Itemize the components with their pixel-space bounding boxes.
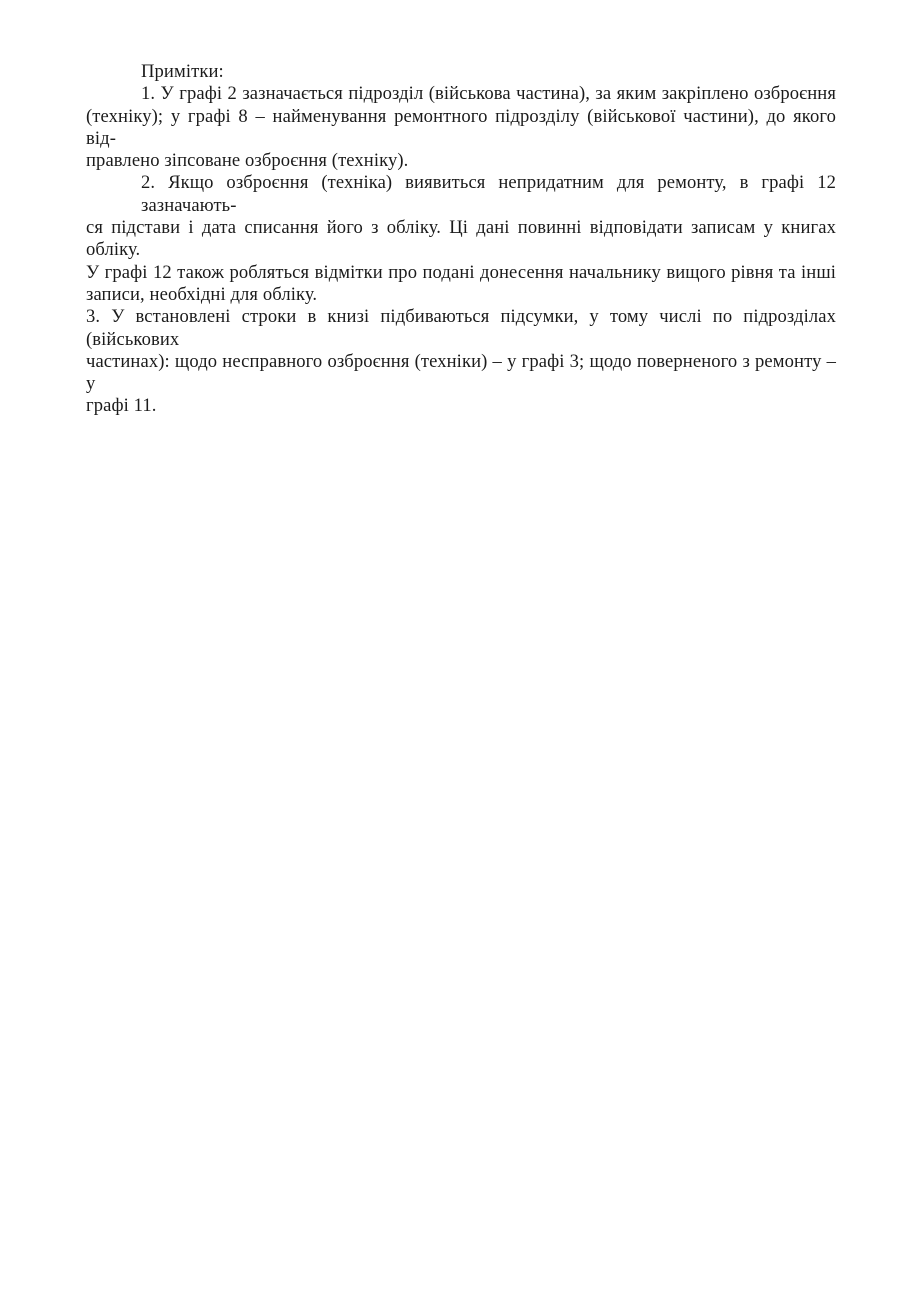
note-2-line-2: ся підстави і дата списання його з обліку. Ці дані повинні відповідати записам у книгах обліку. [86, 217, 836, 261]
note-1-line-2: (техніку); у графі 8 – найменування ремонтного підрозділу (військової частини), до якого від- [86, 105, 836, 149]
note-3-line-2: частинах): щодо несправного озброєння (техніки) – у графі 3; щодо поверненого з ремонту – у [86, 350, 836, 395]
notes-text-block [86, 61, 836, 418]
note-3-line-3: графі 11. [86, 395, 157, 417]
note-1-line-3: правлено зіпсоване озброєння (техніку). [86, 150, 409, 172]
note-2-line-1: 2. Якщо озброєння (техніка) виявиться непридатним для ремонту, в графі 12 зазначають- [141, 172, 836, 216]
note-3-line-1: 3. У встановлені строки в книзі підбиваються підсумки, у тому числі по підрозділах (військових [86, 306, 836, 350]
note-2-line-4: записи, необхідні для обліку. [86, 283, 318, 305]
notes-heading: Примітки: [141, 61, 224, 82]
note-1-line-1: 1. У графі 2 зазначається підрозділ (військова частина), за яким закріплено озброєння [141, 83, 836, 105]
note-2-line-3: У графі 12 також робляться відмітки про подані донесення начальнику вищого рівня та інші [86, 261, 836, 283]
